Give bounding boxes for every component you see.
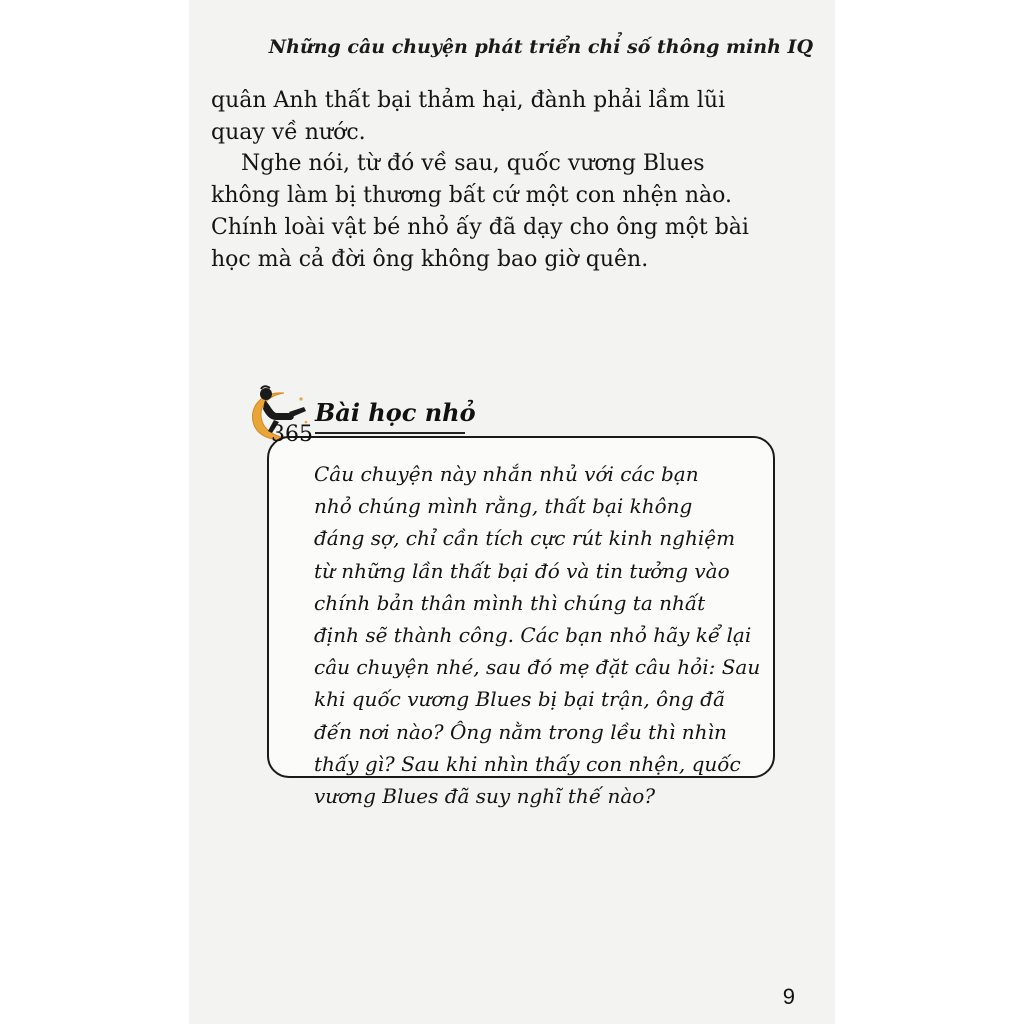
lesson-line: đáng sợ, chỉ cần tích cực rút kinh nghiệm [314,526,736,551]
lesson-line: đến nơi nào? Ông nằm trong lều thì nhìn [314,719,727,744]
lesson-number: 365 [271,422,313,447]
lesson-box [267,436,775,808]
lesson-line: chính bản thân mình thì chúng ta nhất [314,590,706,615]
story-line: quân Anh thất bại thảm hại, đành phải lầm lũi [211,88,726,113]
story-paragraph-1 [211,85,815,149]
lesson-line: thấy gì? Sau khi nhìn thấy con nhện, quốc [314,751,741,776]
lesson-line: khi quốc vương Blues bị bại trận, ông đã [314,687,725,712]
story-line: học mà cả đời ông không bao giờ quên. [211,247,649,272]
lesson-line: định sẽ thành công. Các bạn nhỏ hãy kể lại [314,622,752,647]
lesson-line: Câu chuyện này nhắn nhủ với các bạn [314,462,699,486]
lesson-line: nhỏ chúng mình rằng, thất bại không [314,494,693,519]
story-line: không làm bị thương bất cứ một con nhện nào. [211,183,732,208]
story-line: Chính loài vật bé nhỏ ấy đã dạy cho ông một bài [211,215,749,240]
lesson-title: Bài học nhỏ [315,398,476,427]
page-number: 9 [782,984,795,1009]
title-underline [315,432,465,434]
story-line: quay về nước. [211,120,366,145]
lesson-line: câu chuyện nhé, sau đó mẹ đặt câu hỏi: Sau [314,655,761,680]
story-line: Nghe nói, từ đó về sau, quốc vương Blues [241,151,705,176]
book-page [189,0,835,1024]
story-paragraph-2 [211,148,815,276]
lesson-line: từ những lần thất bại đó và tin tưởng vào [314,558,730,583]
lesson-text [314,458,774,812]
lesson-line: vương Blues đã suy nghĩ thế nào? [314,783,656,808]
running-header: Những câu chuyện phát triển chỉ số thông minh IQ [268,36,813,58]
